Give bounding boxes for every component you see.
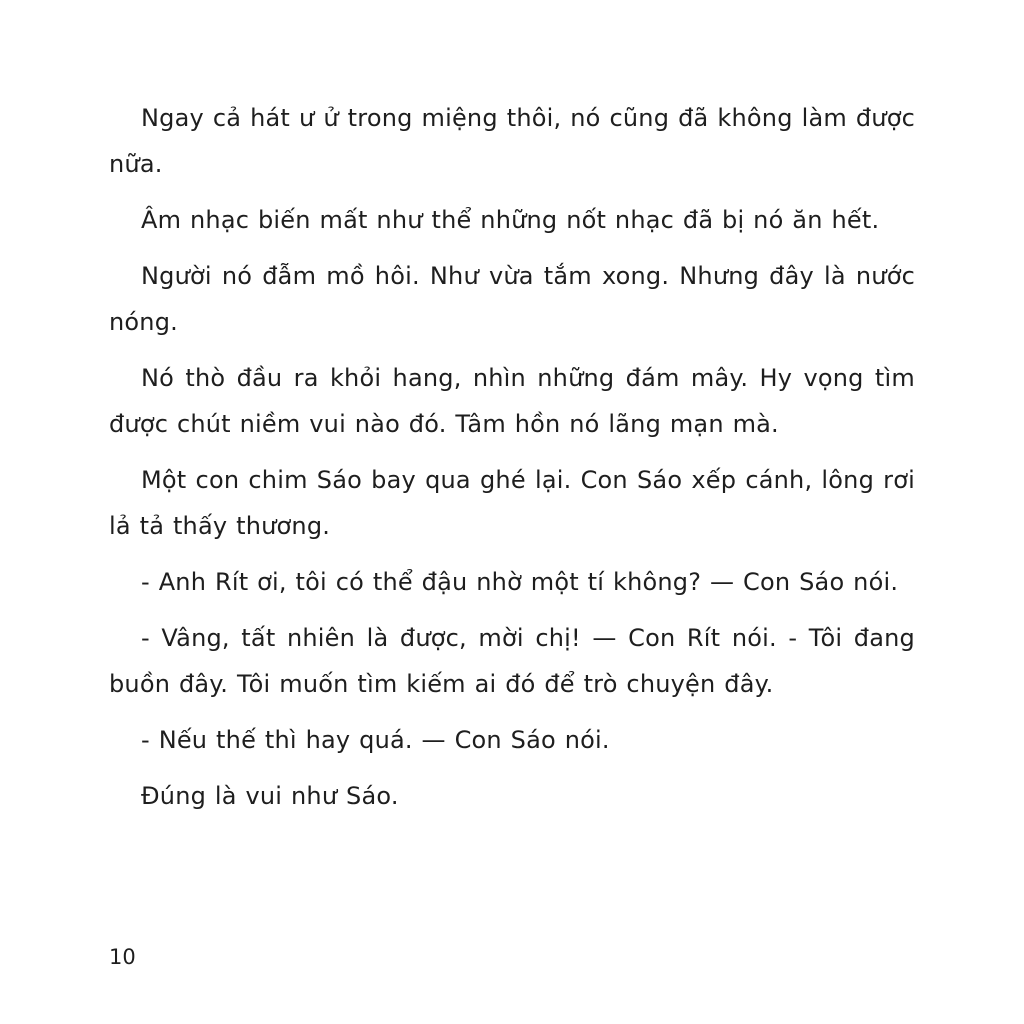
paragraph: Âm nhạc biến mất như thể những nốt nhạc đã bị nó ăn hết.: [141, 206, 880, 234]
paragraph: - Vâng, tất nhiên là được, mời chị! — Con Rít nói. - Tôi đang buồn đây. Tôi muốn tìm kiếm ai đó để trò chuyện đây.: [109, 624, 915, 698]
paragraph: Người nó đẫm mồ hôi. Như vừa tắm xong. Nhưng đây là nước nóng.: [109, 262, 915, 336]
paragraph: Nó thò đầu ra khỏi hang, nhìn những đám mây. Hy vọng tìm được chút niềm vui nào đó. Tâm hồn nó lãng mạn mà.: [109, 364, 915, 438]
paragraph: Đúng là vui như Sáo.: [141, 782, 399, 810]
paragraph: - Nếu thế thì hay quá. — Con Sáo nói.: [141, 726, 610, 754]
paragraph: Ngay cả hát ư ử trong miệng thôi, nó cũng đã không làm được nữa.: [109, 104, 915, 178]
page-content: [109, 95, 915, 829]
paragraph: Một con chim Sáo bay qua ghé lại. Con Sáo xếp cánh, lông rơi lả tả thấy thương.: [109, 466, 915, 540]
page-number: 10: [109, 945, 136, 969]
paragraph: - Anh Rít ơi, tôi có thể đậu nhờ một tí không? — Con Sáo nói.: [141, 568, 899, 596]
